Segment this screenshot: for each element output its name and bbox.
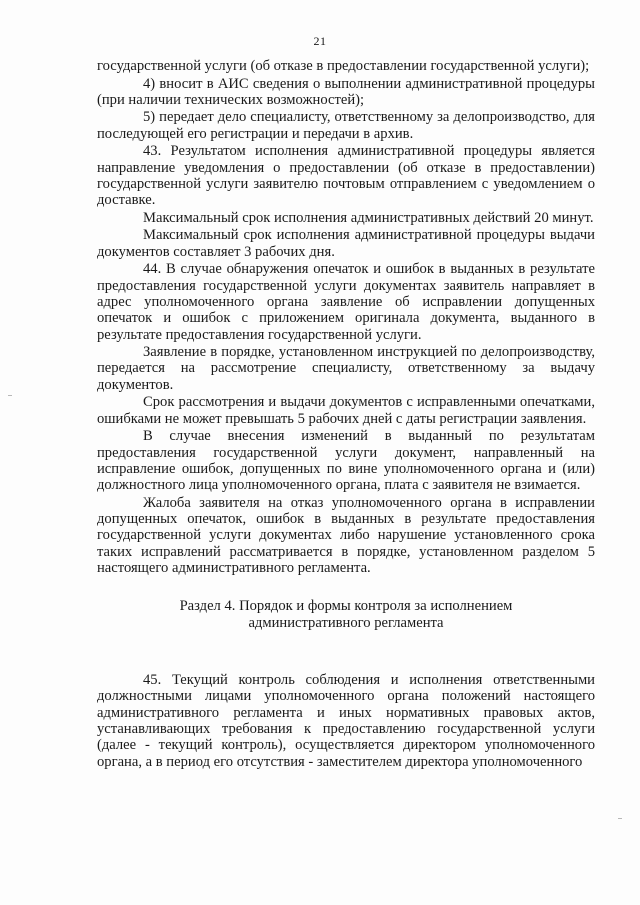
paragraph: 44. В случае обнаружения опечаток и ошибок в выданных в результате предоставления государственной услуги документах заявитель направляет в адрес уполномоченного органа заявление об исправлении допущенных опечаток и ошибок с приложением оригинала документа, выданного в результате предоставления государственной услуги. (97, 261, 595, 343)
paragraph: Максимальный срок исполнения административных действий 20 минут. (143, 209, 594, 226)
paragraph: Жалоба заявителя на отказ уполномоченного органа в исправлении допущенных опечаток, ошибок в выданных в результате предоставления государственной услуги документах либо нарушение установленного срока таких исправлений рассматривается в порядке, установленном разделом 5 настоящего административного регламента. (97, 494, 595, 576)
document-body (97, 58, 595, 771)
paragraphs-after-heading (97, 672, 595, 770)
paragraph: 5) передает дело специалисту, ответственному за делопроизводство, для последующей его регистрации и передачи в архив. (97, 109, 595, 142)
paragraph: Срок рассмотрения и выдачи документов с исправленными опечатками, ошибками не может превышать 5 рабочих дней с даты регистрации заявления. (97, 394, 595, 427)
section-heading-line-2: административного регламента (248, 615, 444, 632)
page-number: 21 (313, 34, 327, 48)
paragraph: Заявление в порядке, установленном инструкцией по делопроизводству, передается на рассмотрение специалисту, ответственному за выдачу документов. (97, 344, 595, 393)
paragraph: В случае внесения изменений в выданный по результатам предоставления государственной услуги документ, направленный на исправление ошибок, допущенных по вине уполномоченного органа и (или) должностного лица уполномоченного органа, плата с заявителя не взимается. (97, 428, 595, 494)
paragraph: государственной услуги (об отказе в предоставлении государственной услуги); (97, 58, 590, 74)
section-heading (97, 598, 595, 632)
paragraphs-before-heading (97, 58, 595, 576)
paragraph: 45. Текущий контроль соблюдения и исполнения ответственными должностными лицами уполномоченного органа положений настоящего административного регламента и иных нормативных правовых актов, устанавливающих требования к предоставлению государственной услуги (далее - текущий контроль), осуществляется директором уполномоченного органа, а в период его отсутствия - заместителем директора уполномоченного (97, 672, 595, 770)
paragraph: 43. Результатом исполнения административной процедуры является направление уведомления о предоставлении (об отказе в предоставлении) государственной услуги заявителю почтовым отправлением с уведомлением о доставке. (97, 143, 595, 209)
paragraph: Максимальный срок исполнения административной процедуры выдачи документов составляет 3 рабочих дня. (97, 227, 595, 260)
paragraph: 4) вносит в АИС сведения о выполнении административной процедуры (при наличии технических возможностей); (97, 75, 595, 108)
margin-scan-mark (8, 395, 12, 396)
section-heading-line-1: Раздел 4. Порядок и формы контроля за исполнением (179, 598, 513, 615)
margin-scan-mark (618, 818, 622, 819)
